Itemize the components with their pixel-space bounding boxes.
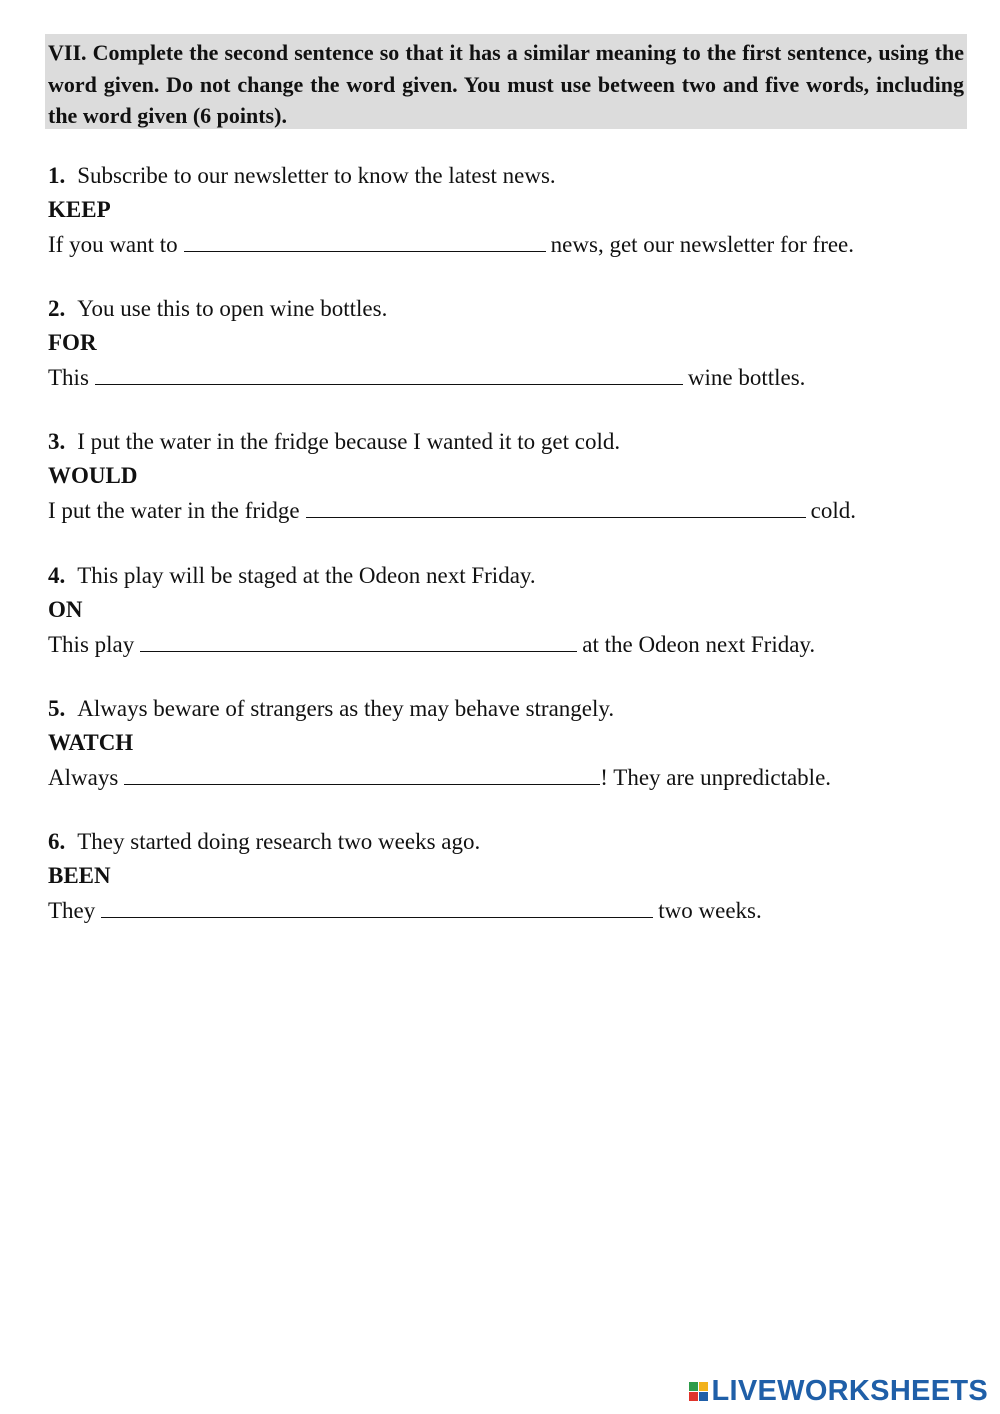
question-number: 6. [48,829,66,854]
question-prompt: You use this to open wine bottles. [77,296,388,321]
logo-text: LIVEWORKSHEETS [711,1374,988,1407]
answer-before: This play [48,632,135,657]
logo-square-yellow [699,1382,708,1391]
keyword: WOULD [48,463,138,488]
logo-square-red [689,1392,698,1401]
question-number: 2. [48,296,66,321]
keyword: WATCH [48,730,134,755]
question-prompt: I put the water in the fridge because I wanted it to get cold. [77,429,621,454]
keyword: FOR [48,330,97,355]
answer-after: two weeks. [658,898,762,923]
keyword: KEEP [48,197,111,222]
question-prompt: Always beware of strangers as they may behave strangely. [77,696,615,721]
answer-blank[interactable] [95,362,683,385]
answer-blank[interactable] [124,762,600,785]
keyword: ON [48,597,83,622]
instructions-box: VII. Complete the second sentence so that it has a similar meaning to the first sentence, using the word given. Do not change the word given. You must use between two and five words, including the word given (6 points). [45,34,967,129]
question-number: 3. [48,429,66,454]
question-number: 1. [48,163,66,188]
question-number: 4. [48,563,66,588]
answer-before: I put the water in the fridge [48,498,300,523]
answer-before: Always [48,765,119,790]
question-prompt: They started doing research two weeks ago. [77,829,481,854]
answer-after: news, get our newsletter for free. [550,232,855,257]
answer-before: This [48,365,89,390]
answer-after: wine bottles. [687,365,806,390]
logo-square-green [689,1382,698,1391]
answer-blank[interactable] [184,229,546,252]
logo-square-blue [699,1392,708,1401]
question-number: 5. [48,696,66,721]
question-prompt: This play will be staged at the Odeon next Friday. [77,563,536,588]
liveworksheets-logo[interactable] [689,1376,989,1406]
keyword: BEEN [48,863,111,888]
question-prompt: Subscribe to our newsletter to know the latest news. [77,163,556,188]
answer-after: ! They are unpredictable. [600,765,832,790]
answer-before: If you want to [48,232,178,257]
answer-after: cold. [810,498,856,523]
answer-blank[interactable] [306,495,806,518]
answer-blank[interactable] [101,895,653,918]
answer-blank[interactable] [140,629,577,652]
answer-after: at the Odeon next Friday. [582,632,816,657]
answer-before: They [48,898,96,923]
liveworksheets-logo-icon [689,1382,708,1401]
